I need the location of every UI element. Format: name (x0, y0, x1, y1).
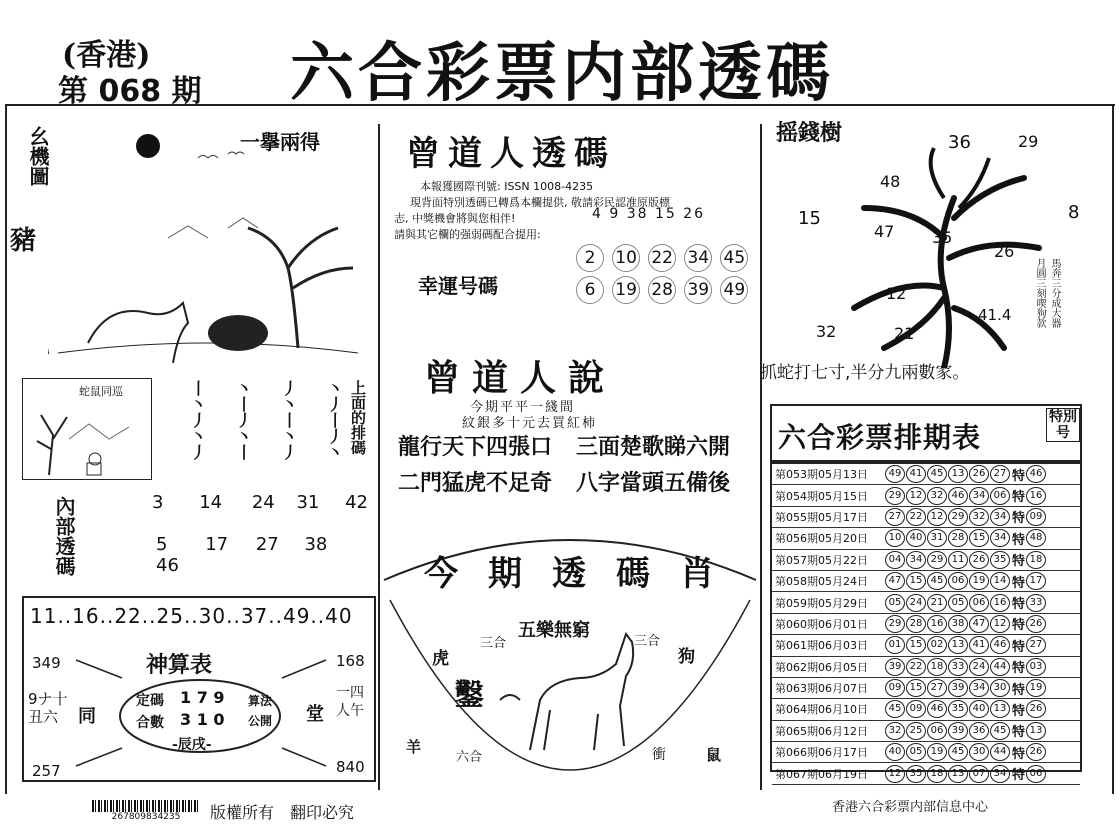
number-ball: 46 (927, 700, 947, 718)
number-ball: 12 (990, 615, 1010, 633)
special-char: 特 (1012, 768, 1026, 784)
internal-row-2 (156, 534, 374, 576)
internal-num: 27 (255, 534, 279, 555)
number-ball: 02 (927, 636, 947, 654)
special-ball: 06 (1026, 765, 1046, 783)
number-ball: 49 (885, 465, 905, 483)
number-ball: 45 (948, 743, 968, 761)
internal-num: 17 (205, 534, 229, 555)
number-ball: 34 (990, 529, 1010, 547)
jinqi-title: 今期透碼肖 (424, 554, 744, 594)
special-char: 特 (1012, 703, 1026, 719)
special-char: 特 (1012, 725, 1026, 741)
info-line-2: 現背面特別透碼已轉爲本欄提供, 敬請彩民認准原版標 (410, 196, 670, 209)
special-ball: 16 (1026, 487, 1046, 505)
number-ball: 26 (969, 465, 989, 483)
special-label: 特別号 (1046, 408, 1080, 442)
number-ball: 39 (948, 679, 968, 697)
horse-icon (88, 303, 188, 363)
chong-char: 衝 (652, 747, 666, 763)
schedule-row (772, 571, 1080, 592)
period-date: 第059期05月29日 (775, 596, 868, 610)
internal-row-1 (152, 492, 368, 513)
barcode (92, 800, 200, 822)
internal-num: 31 (296, 492, 320, 513)
shensuan-left-note: 9ナ十 丑六 (28, 690, 68, 726)
number-ball: 46 (990, 636, 1010, 654)
special-char: 特 (1012, 490, 1026, 506)
number-ball: 15 (969, 529, 989, 547)
schedule-title: 六合彩票排期表 (778, 421, 982, 454)
special-char: 特 (1012, 618, 1026, 634)
bird-icon (198, 156, 218, 159)
period-date: 第067期06月19日 (775, 767, 868, 781)
schedule-row (772, 635, 1080, 656)
lucky-row-1 (576, 244, 751, 272)
barcode-number: 267809834235 (111, 812, 181, 822)
tree-num: 36 (948, 132, 971, 153)
schedule-row (772, 592, 1080, 613)
animal-label: 豬 (10, 226, 37, 256)
special-ball: 26 (1026, 615, 1046, 633)
poem-line-2: 三面楚歌睇六開 (576, 434, 731, 460)
tree-num: 21 (894, 324, 915, 343)
number-ball: 33 (948, 658, 968, 676)
internal-num: 42 (345, 492, 369, 513)
number-ball: 45 (885, 700, 905, 718)
tree-num: 12 (886, 284, 907, 303)
number-ball: 12 (885, 765, 905, 783)
info-line-1: 本報獲國際刊號: ISSN 1008-4235 (420, 180, 594, 193)
number-ball: 01 (885, 636, 905, 654)
number-ball: 45 (927, 572, 947, 590)
number-ball: 22 (906, 658, 926, 676)
schedule-row (772, 528, 1080, 549)
special-ball: 26 (1026, 743, 1046, 761)
period-date: 第063期06月07日 (775, 682, 868, 696)
number-ball: 07 (969, 765, 989, 783)
wule-text: 五樂無窮 (518, 620, 590, 641)
suanfa-label: 算法 (248, 694, 273, 708)
period-date: 第057期05月22日 (775, 553, 868, 567)
handwritten-row: 4 9 38 15 26 (592, 206, 706, 222)
bird-icon (228, 152, 244, 154)
internal-label: 內部透碼 (52, 496, 76, 576)
period-date: 第061期06月03日 (775, 639, 868, 653)
number-ball: 29 (927, 551, 947, 569)
number-ball: 35 (990, 551, 1010, 569)
schedule-row (772, 657, 1080, 678)
lucky-ball: 2 (576, 244, 604, 272)
schedule-row (772, 763, 1080, 784)
number-ball: 19 (927, 743, 947, 761)
rock-icon (208, 315, 268, 351)
poem-line-4: 八字當頭五備後 (576, 470, 731, 496)
number-ball: 39 (948, 722, 968, 740)
poem-line-1: 龍行天下四張口 (398, 434, 553, 460)
number-ball: 13 (990, 700, 1010, 718)
number-ball: 35 (948, 700, 968, 718)
tree-num: 41.4 (978, 306, 1012, 324)
period-date: 第054期05月15日 (775, 489, 868, 503)
ding-label: 定碼 (136, 693, 164, 709)
number-ball: 24 (969, 658, 989, 676)
special-ball: 33 (1026, 594, 1046, 612)
number-ball: 16 (990, 594, 1010, 612)
poem-line-3: 二門猛虎不足奇 (398, 470, 553, 496)
period-date: 第066期06月17日 (775, 746, 868, 760)
number-ball: 06 (948, 572, 968, 590)
special-char: 特 (1012, 532, 1026, 548)
shensuan-tr: 168 (336, 652, 365, 670)
special-char: 特 (1012, 597, 1026, 613)
number-ball: 25 (906, 722, 926, 740)
number-ball: 41 (906, 465, 926, 483)
number-ball: 32 (969, 508, 989, 526)
shu-char: 鼠 (706, 746, 722, 764)
shensuan-panel (22, 596, 376, 782)
special-char: 特 (1012, 746, 1026, 762)
number-ball: 34 (906, 551, 926, 569)
side-label: 幺機圖 (26, 126, 50, 186)
tree-side-text: 馬奔三分成大器 月圓三刻喫狗款 (1034, 258, 1060, 328)
number-ball: 28 (906, 615, 926, 633)
lucky-ball: 49 (720, 276, 748, 304)
money-tree-title: 摇錢樹 (776, 120, 843, 146)
number-ball: 38 (948, 615, 968, 633)
frame-left-line (5, 104, 7, 794)
special-char: 特 (1012, 682, 1026, 698)
liuhe-label: 六合 (456, 750, 483, 765)
special-ball: 26 (1026, 700, 1046, 718)
number-ball: 11 (948, 551, 968, 569)
tree-num: 48 (880, 172, 901, 191)
he-label: 合數 (136, 715, 164, 731)
internal-num: 14 (199, 492, 223, 513)
special-char: 特 (1012, 554, 1026, 570)
schedule-row (772, 742, 1080, 763)
special-ball: 19 (1026, 679, 1046, 697)
number-ball: 39 (885, 658, 905, 676)
puzzle-title: 一擧兩得 (240, 130, 320, 154)
number-ball: 13 (948, 765, 968, 783)
number-ball: 06 (927, 722, 947, 740)
number-ball: 45 (927, 465, 947, 483)
special-char: 特 (1012, 575, 1026, 591)
schedule-row (772, 614, 1080, 635)
number-ball: 12 (927, 508, 947, 526)
number-ball: 34 (990, 508, 1010, 526)
schedule-row (772, 550, 1080, 571)
number-ball: 24 (906, 594, 926, 612)
number-ball: 06 (969, 594, 989, 612)
shensuan-left-char: 同 (78, 706, 96, 727)
number-ball: 31 (927, 529, 947, 547)
shensuan-tl: 349 (32, 654, 61, 672)
tree-num: 26 (994, 242, 1015, 261)
zeng-tou-panel (380, 124, 760, 348)
schedule-rows (772, 464, 1080, 785)
left-mid-panel (18, 376, 374, 488)
internal-num: 5 (156, 534, 168, 555)
number-ball: 36 (969, 722, 989, 740)
number-ball: 05 (948, 594, 968, 612)
special-char: 特 (1012, 511, 1026, 527)
gou-char: 狗 (678, 647, 695, 667)
picture-caption: 蛇鼠同巡 (79, 385, 123, 398)
number-ball: 40 (906, 529, 926, 547)
special-ball: 17 (1026, 572, 1046, 590)
number-ball: 19 (969, 572, 989, 590)
special-ball: 09 (1026, 508, 1046, 526)
number-ball: 05 (885, 594, 905, 612)
ding-value: 1 7 9 (180, 688, 225, 707)
number-ball: 34 (969, 487, 989, 505)
special-char: 特 (1012, 468, 1026, 484)
number-ball: 14 (990, 572, 1010, 590)
number-ball: 40 (885, 743, 905, 761)
number-ball: 04 (885, 551, 905, 569)
lucky-ball: 39 (684, 276, 712, 304)
number-ball: 05 (906, 743, 926, 761)
mountain-icon (168, 218, 258, 238)
shensuan-bottom: -辰戌- (172, 737, 212, 753)
number-ball: 44 (990, 658, 1010, 676)
number-ball: 15 (906, 572, 926, 590)
period-date: 第060期06月01日 (775, 617, 868, 631)
lucky-ball: 6 (576, 276, 604, 304)
frame-right-line (1112, 104, 1114, 794)
lucky-ball: 19 (612, 276, 640, 304)
number-ball: 13 (948, 636, 968, 654)
column-label: 上面的排碼 (349, 380, 367, 455)
internal-num: 46 (156, 555, 179, 576)
period-date: 第062期06月05日 (775, 660, 868, 674)
number-ball: 18 (927, 765, 947, 783)
publisher: 香港六合彩票内部信息中心 (832, 800, 989, 815)
period-date: 第056期05月20日 (775, 532, 868, 546)
number-ball: 30 (969, 743, 989, 761)
period-date: 第065期06月12日 (775, 724, 868, 738)
frame-top-line (5, 104, 1115, 106)
snake-rat-picture (22, 378, 152, 480)
yang-char: 羊 (406, 738, 422, 756)
number-ball: 47 (969, 615, 989, 633)
tree-num: 8 (1068, 202, 1080, 223)
moon-icon (136, 134, 160, 158)
number-ball: 18 (927, 658, 947, 676)
schedule-row (772, 678, 1080, 699)
lucky-ball: 22 (648, 244, 676, 272)
lucky-row-2 (576, 276, 751, 304)
schedule-row (772, 721, 1080, 742)
gongkai-label: 公開 (248, 714, 273, 728)
schedule-header (770, 404, 1082, 462)
number-ball: 41 (969, 636, 989, 654)
ground-line (58, 343, 358, 353)
number-ball: 32 (927, 487, 947, 505)
number-ball: 27 (885, 508, 905, 526)
number-ball: 16 (927, 615, 947, 633)
special-ball: 48 (1026, 529, 1046, 547)
number-ball: 29 (885, 615, 905, 633)
number-ball: 30 (990, 679, 1010, 697)
schedule-row (772, 464, 1080, 485)
lucky-ball: 45 (720, 244, 748, 272)
number-ball: 09 (906, 700, 926, 718)
info-line-4: 請與其它欄的强弱碼配合提用: (394, 228, 541, 241)
copyright: 版權所有 翻印必究 (210, 803, 355, 822)
number-ball: 12 (906, 487, 926, 505)
period-date: 第058期05月24日 (775, 575, 868, 589)
tree-num: 15 (798, 208, 821, 229)
tree-num: 32 (816, 322, 837, 341)
number-ball: 26 (969, 551, 989, 569)
he-value: 3 1 0 (180, 710, 225, 729)
number-ball: 44 (990, 743, 1010, 761)
shensuan-right-char: 堂 (306, 704, 324, 725)
zeng-tou-title: 曾道人透碼 (406, 134, 616, 174)
sanhe-right: 三合 (634, 634, 661, 649)
number-ball: 32 (885, 722, 905, 740)
special-ball: 03 (1026, 658, 1046, 676)
schedule-row (772, 507, 1080, 528)
handwritten-columns: 丨丶丿丶丿 丶丨丿丶丨 丿丶丨丶丿 丶丿丨丿丶 (188, 380, 344, 460)
number-ball: 34 (990, 765, 1010, 783)
left-top-panel (8, 108, 374, 370)
schedule-row (772, 699, 1080, 720)
shensuan-bl: 257 (32, 762, 61, 780)
center-right-line (760, 124, 762, 790)
sanhe-left: 三合 (480, 636, 507, 651)
number-ball: 28 (948, 529, 968, 547)
seal-char: 鑿 (454, 678, 484, 713)
number-ball: 09 (885, 679, 905, 697)
internal-num: 3 (152, 492, 164, 513)
landscape-drawing (48, 128, 368, 363)
lucky-ball: 10 (612, 244, 640, 272)
number-ball: 29 (885, 487, 905, 505)
center-left-line (378, 124, 380, 790)
internal-panel (18, 490, 374, 590)
number-ball: 46 (948, 487, 968, 505)
number-ball: 45 (990, 722, 1010, 740)
issue-number: 第 068 期 (58, 74, 202, 109)
internal-num: 24 (251, 492, 275, 513)
shensuan-right-note: 一四 人午 (336, 685, 364, 719)
number-ball: 06 (990, 487, 1010, 505)
hu-char: 虎 (432, 649, 449, 669)
jinqi-panel (380, 520, 760, 790)
zeng-shuo-sub1: 今期平平一綫間 (470, 400, 576, 415)
zeng-shuo-sub2: 紋銀多十元去買紅柿 (462, 416, 598, 431)
info-line-3: 志, 中獎機會將與您相伴! (394, 212, 516, 225)
number-ball: 40 (969, 700, 989, 718)
zeng-shuo-panel (380, 350, 760, 510)
shensuan-title: 神算表 (146, 652, 213, 678)
number-ball: 22 (906, 508, 926, 526)
number-ball: 47 (885, 572, 905, 590)
special-char: 特 (1012, 639, 1026, 655)
number-ball: 34 (969, 679, 989, 697)
zeng-shuo-title: 曾道人說 (424, 357, 617, 399)
special-ball: 27 (1026, 636, 1046, 654)
dry-tree-drawing (29, 399, 147, 477)
period-date: 第055期05月17日 (775, 510, 868, 524)
money-tree-panel (760, 108, 1110, 402)
number-ball: 21 (927, 594, 947, 612)
tree-caption: 抓蛇打七寸,半分九兩數家。 (760, 363, 970, 383)
region-label: (香港) (62, 38, 151, 73)
number-ball: 27 (990, 465, 1010, 483)
period-date: 第064期06月10日 (775, 703, 868, 717)
shensuan-br: 840 (336, 758, 365, 776)
tree-num: 29 (1018, 132, 1039, 151)
number-ball: 27 (927, 679, 947, 697)
number-ball: 13 (948, 465, 968, 483)
page-title: 六合彩票内部透碼 (290, 36, 834, 111)
horse-icon (530, 634, 633, 750)
special-ball: 18 (1026, 551, 1046, 569)
tree-num: 35 (932, 228, 953, 247)
lucky-ball: 28 (648, 276, 676, 304)
period-date: 第053期05月13日 (775, 468, 868, 482)
special-ball: 13 (1026, 722, 1046, 740)
number-ball: 15 (906, 636, 926, 654)
special-ball: 46 (1026, 465, 1046, 483)
number-ball: 15 (906, 679, 926, 697)
lucky-label: 幸運号碼 (418, 274, 498, 298)
schedule-row (772, 485, 1080, 506)
special-char: 特 (1012, 661, 1026, 677)
shensuan-numbers: 11..16..22..25..30..37..49..40 (30, 604, 353, 628)
lucky-ball: 34 (684, 244, 712, 272)
number-ball: 29 (948, 508, 968, 526)
number-ball: 10 (885, 529, 905, 547)
number-ball: 35 (906, 765, 926, 783)
tree-num: 47 (874, 222, 895, 241)
schedule-table (770, 462, 1082, 784)
internal-num: 38 (304, 534, 328, 555)
